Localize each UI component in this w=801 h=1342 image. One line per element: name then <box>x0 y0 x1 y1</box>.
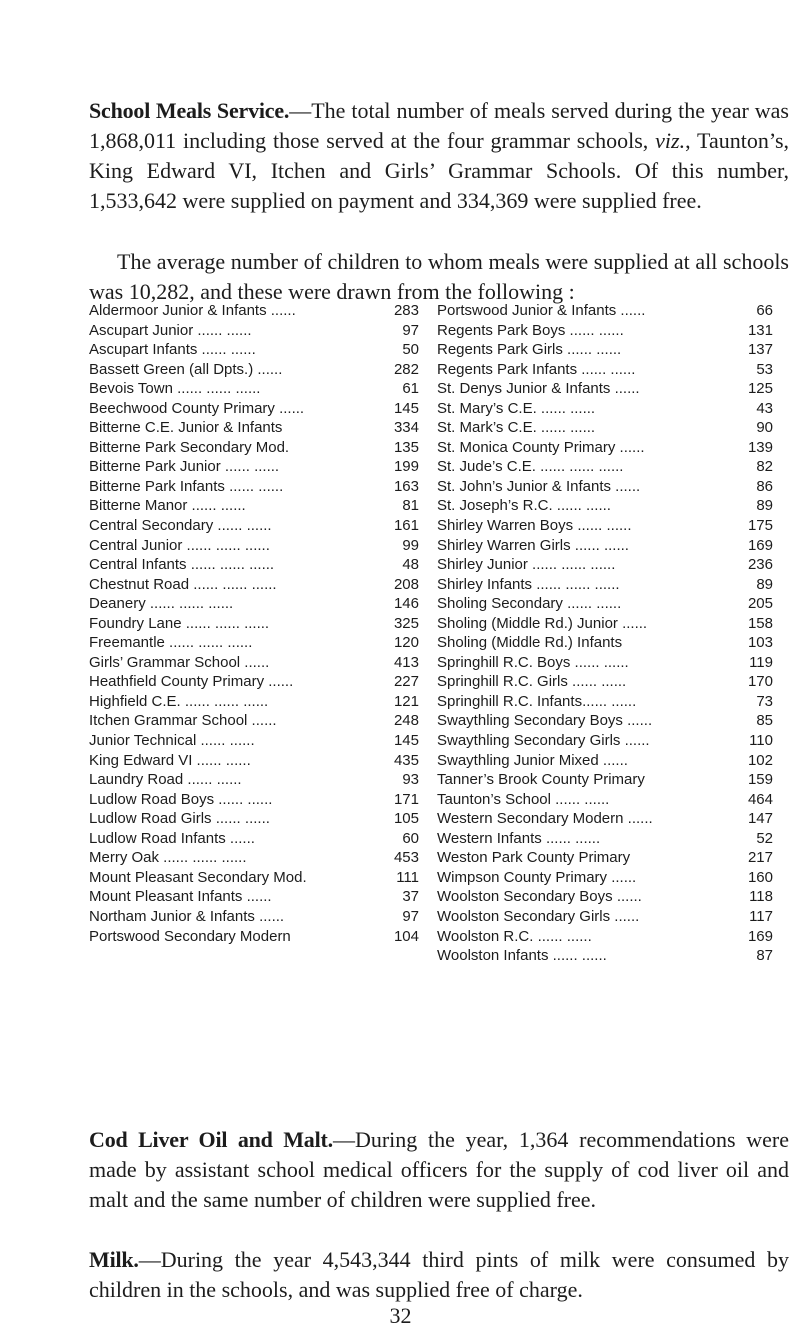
school-name: Laundry Road ...... ...... <box>89 771 242 789</box>
school-row <box>437 594 773 614</box>
school-row <box>437 633 773 653</box>
school-meal-count: 89 <box>756 575 773 593</box>
school-name: Regents Park Infants ...... ...... <box>437 360 636 378</box>
school-row <box>437 301 773 321</box>
school-name: Woolston Secondary Girls ...... <box>437 907 640 925</box>
school-name: Ludlow Road Infants ...... <box>89 829 255 847</box>
school-row <box>89 672 419 692</box>
school-row <box>89 340 419 360</box>
school-name: Ludlow Road Boys ...... ...... <box>89 790 273 808</box>
school-meal-count: 93 <box>402 771 419 789</box>
school-name: Central Secondary ...... ...... <box>89 517 272 535</box>
school-name: Sholing (Middle Rd.) Junior ...... <box>437 614 648 632</box>
school-row <box>437 927 773 947</box>
school-meal-count: 208 <box>393 575 419 593</box>
school-meal-count: 120 <box>393 634 419 652</box>
school-meal-count: 121 <box>393 692 419 710</box>
school-row <box>437 751 773 771</box>
school-meal-count: 137 <box>747 341 773 359</box>
school-row <box>437 887 773 907</box>
school-row <box>89 438 419 458</box>
school-row <box>437 809 773 829</box>
school-row <box>89 399 419 419</box>
school-row <box>89 809 419 829</box>
school-row <box>89 848 419 868</box>
school-row <box>437 555 773 575</box>
school-name: Heathfield County Primary ...... <box>89 673 294 691</box>
school-row <box>89 457 419 477</box>
school-row <box>437 614 773 634</box>
school-meals-paragraph <box>89 96 789 216</box>
school-name: Central Junior ...... ...... ...... <box>89 536 270 554</box>
school-name: Merry Oak ...... ...... ...... <box>89 849 247 867</box>
school-row <box>89 321 419 341</box>
school-name: Bevois Town ...... ...... ...... <box>89 380 261 398</box>
school-name: Swaythling Secondary Girls ...... <box>437 732 650 750</box>
school-meal-count: 205 <box>747 595 773 613</box>
school-meals-text-b: , Taunton’s, King Edward VI, Itchen and Girls’ Grammar Schools. Of this number, 1,533,642 were supplied on payment and 334,369 were supplied free. <box>89 128 790 213</box>
school-name: Woolston Secondary Boys ...... <box>437 888 642 906</box>
school-row <box>437 907 773 927</box>
school-row <box>89 711 419 731</box>
school-row <box>89 907 419 927</box>
school-meal-count: 105 <box>393 810 419 828</box>
school-meal-count: 102 <box>747 751 773 769</box>
school-row <box>89 751 419 771</box>
school-meal-count: 86 <box>756 477 773 495</box>
school-name: Regents Park Boys ...... ...... <box>437 321 624 339</box>
school-meal-count: 87 <box>756 947 773 965</box>
school-name: Shirley Warren Boys ...... ...... <box>437 517 632 535</box>
school-row <box>89 770 419 790</box>
school-meal-count: 61 <box>402 380 419 398</box>
school-row <box>89 790 419 810</box>
school-meal-count: 118 <box>749 888 773 906</box>
school-meals-heading: School Meals Service. <box>89 98 290 123</box>
school-name: King Edward VI ...... ...... <box>89 751 251 769</box>
school-row <box>89 692 419 712</box>
school-name: Girls’ Grammar School ...... <box>89 653 270 671</box>
school-name: Swaythling Secondary Boys ...... <box>437 712 653 730</box>
school-name: Mount Pleasant Infants ...... <box>89 888 272 906</box>
school-row <box>437 477 773 497</box>
school-name: Tanner’s Brook County Primary <box>437 771 645 789</box>
school-meal-count: 90 <box>756 419 773 437</box>
school-row <box>89 379 419 399</box>
school-meal-count: 160 <box>747 868 773 886</box>
school-name: Springhill R.C. Infants...... ...... <box>437 692 637 710</box>
school-row <box>89 496 419 516</box>
school-meal-count: 175 <box>747 517 773 535</box>
school-row <box>437 321 773 341</box>
school-name: Wimpson County Primary ...... <box>437 868 637 886</box>
school-meal-count: 283 <box>393 302 419 319</box>
school-meal-count: 236 <box>747 556 773 574</box>
school-name: Shirley Infants ...... ...... ...... <box>437 575 620 593</box>
school-row <box>437 848 773 868</box>
school-name: Bitterne Park Junior ...... ...... <box>89 458 280 476</box>
school-meal-count: 104 <box>393 927 419 945</box>
school-meal-count: 159 <box>747 771 773 789</box>
average-children-paragraph: The average number of children to whom meals were supplied at all schools was 10,282, and these were drawn from the following : <box>89 249 789 304</box>
school-name: Beechwood County Primary ...... <box>89 399 305 417</box>
school-meal-count: 82 <box>756 458 773 476</box>
school-name: Sholing (Middle Rd.) Infants <box>437 634 623 652</box>
school-meal-count: 158 <box>747 614 773 632</box>
school-meal-count: 131 <box>747 321 773 339</box>
school-row <box>437 711 773 731</box>
school-row <box>437 946 773 966</box>
school-meal-count: 117 <box>749 907 773 925</box>
school-row <box>89 516 419 536</box>
school-meal-count: 170 <box>747 673 773 691</box>
school-meal-count: 111 <box>396 868 419 886</box>
school-row <box>437 399 773 419</box>
school-meal-count: 171 <box>393 790 419 808</box>
school-meal-count: 464 <box>747 790 773 808</box>
school-name: Deanery ...... ...... ...... <box>89 595 234 613</box>
school-row <box>437 457 773 477</box>
school-meal-count: 227 <box>393 673 419 691</box>
school-name: Weston Park County Primary <box>437 849 631 867</box>
school-row <box>437 692 773 712</box>
school-meal-count: 125 <box>747 380 773 398</box>
school-name: Ascupart Junior ...... ...... <box>89 321 252 339</box>
school-row <box>437 575 773 595</box>
school-name: Springhill R.C. Boys ...... ...... <box>437 653 629 671</box>
school-row <box>89 927 419 947</box>
schools-list-left <box>89 301 419 946</box>
school-meal-count: 139 <box>747 438 773 456</box>
school-meal-count: 163 <box>393 477 419 495</box>
school-row <box>89 555 419 575</box>
school-row <box>437 360 773 380</box>
school-name: St. Joseph’s R.C. ...... ...... <box>437 497 611 515</box>
school-row <box>437 868 773 888</box>
school-meal-count: 435 <box>393 751 419 769</box>
school-meal-count: 169 <box>747 927 773 945</box>
school-meal-count: 217 <box>747 849 773 867</box>
page-number: 32 <box>389 1303 412 1328</box>
school-name: Regents Park Girls ...... ...... <box>437 341 622 359</box>
school-meal-count: 50 <box>402 341 419 359</box>
school-meal-count: 81 <box>402 497 419 515</box>
school-meal-count: 43 <box>756 399 773 417</box>
school-meal-count: 48 <box>402 556 419 574</box>
school-name: Swaythling Junior Mixed ...... <box>437 751 628 769</box>
school-name: Ascupart Infants ...... ...... <box>89 341 256 359</box>
school-meal-count: 85 <box>756 712 773 730</box>
school-meal-count: 119 <box>749 653 773 671</box>
school-row <box>437 536 773 556</box>
school-name: Sholing Secondary ...... ...... <box>437 595 622 613</box>
cod-liver-oil-heading: Cod Liver Oil and Malt. <box>89 1127 333 1152</box>
school-meal-count: 97 <box>402 907 419 925</box>
school-row <box>437 672 773 692</box>
school-row <box>89 829 419 849</box>
school-row <box>89 868 419 888</box>
school-name: Western Secondary Modern ...... <box>437 810 653 828</box>
school-meal-count: 282 <box>393 360 419 378</box>
school-row <box>89 887 419 907</box>
school-row <box>437 731 773 751</box>
cod-liver-oil-paragraph <box>89 1125 789 1215</box>
school-name: Mount Pleasant Secondary Mod. <box>89 868 307 886</box>
school-row <box>89 360 419 380</box>
school-meal-count: 147 <box>747 810 773 828</box>
school-row <box>437 790 773 810</box>
school-meal-count: 73 <box>756 692 773 710</box>
school-name: Springhill R.C. Girls ...... ...... <box>437 673 627 691</box>
milk-paragraph <box>89 1245 789 1305</box>
school-name: Woolston R.C. ...... ...... <box>437 927 592 945</box>
school-name: St. Mary’s C.E. ...... ...... <box>437 399 596 417</box>
school-name: Foundry Lane ...... ...... ...... <box>89 614 270 632</box>
school-row <box>89 633 419 653</box>
school-row <box>437 496 773 516</box>
school-row <box>437 770 773 790</box>
school-name: Shirley Junior ...... ...... ...... <box>437 556 616 574</box>
school-meal-count: 453 <box>393 849 419 867</box>
school-name: Bitterne Park Infants ...... ...... <box>89 477 284 495</box>
school-meals-text-a: —The total number of meals served during the year was 1,868,011 including those served at the four grammar schools, <box>89 98 789 153</box>
school-row <box>437 379 773 399</box>
school-name: Itchen Grammar School ...... <box>89 712 277 730</box>
school-name: Freemantle ...... ...... ...... <box>89 634 253 652</box>
school-row <box>89 614 419 634</box>
school-name: Shirley Warren Girls ...... ...... <box>437 536 629 554</box>
school-name: St. Denys Junior & Infants ...... <box>437 380 640 398</box>
school-meal-count: 97 <box>402 321 419 339</box>
school-row <box>89 418 419 438</box>
school-meal-count: 110 <box>749 732 773 750</box>
school-meal-count: 413 <box>393 653 419 671</box>
school-row <box>89 536 419 556</box>
school-name: Aldermoor Junior & Infants ...... <box>89 302 296 319</box>
school-row <box>437 418 773 438</box>
school-meal-count: 169 <box>747 536 773 554</box>
school-row <box>89 301 419 321</box>
school-name: Taunton’s School ...... ...... <box>437 790 610 808</box>
school-meal-count: 99 <box>402 536 419 554</box>
school-name: Bitterne C.E. Junior & Infants <box>89 419 283 437</box>
school-name: Western Infants ...... ...... <box>437 829 601 847</box>
school-meal-count: 334 <box>393 419 419 437</box>
school-row <box>437 438 773 458</box>
school-meal-count: 248 <box>393 712 419 730</box>
school-meal-count: 325 <box>393 614 419 632</box>
school-meal-count: 53 <box>756 360 773 378</box>
viz-abbreviation: viz. <box>655 128 686 153</box>
school-row <box>437 829 773 849</box>
school-name: St. Mark’s C.E. ...... ...... <box>437 419 596 437</box>
school-meal-count: 89 <box>756 497 773 515</box>
school-name: Bassett Green (all Dpts.) ...... <box>89 360 283 378</box>
school-name: St. Monica County Primary ...... <box>437 438 645 456</box>
school-meal-count: 145 <box>393 399 419 417</box>
school-meal-count: 146 <box>393 595 419 613</box>
school-name: Bitterne Park Secondary Mod. <box>89 438 290 456</box>
school-name: Junior Technical ...... ...... <box>89 732 255 750</box>
school-name: Highfield C.E. ...... ...... ...... <box>89 692 269 710</box>
school-name: Portswood Secondary Modern <box>89 927 291 945</box>
school-meal-count: 66 <box>756 302 773 319</box>
school-meal-count: 135 <box>393 438 419 456</box>
school-name: Northam Junior & Infants ...... <box>89 907 285 925</box>
school-meal-count: 52 <box>756 829 773 847</box>
school-row <box>89 575 419 595</box>
schools-list-right <box>437 301 773 966</box>
school-meal-count: 199 <box>393 458 419 476</box>
milk-heading: Milk. <box>89 1247 139 1272</box>
school-name: Woolston Infants ...... ...... <box>437 947 607 965</box>
school-row <box>89 477 419 497</box>
milk-text: —During the year 4,543,344 third pints of milk were consumed by children in the schools, and was supplied free of charge. <box>89 1247 789 1302</box>
school-name: Central Infants ...... ...... ...... <box>89 556 275 574</box>
school-name: Portswood Junior & Infants ...... <box>437 302 646 319</box>
school-name: Ludlow Road Girls ...... ...... <box>89 810 270 828</box>
school-name: St. Jude’s C.E. ...... ...... ...... <box>437 458 624 476</box>
school-meal-count: 103 <box>747 634 773 652</box>
school-row <box>89 594 419 614</box>
school-row <box>437 653 773 673</box>
school-meal-count: 37 <box>402 888 419 906</box>
school-name: St. John’s Junior & Infants ...... <box>437 477 641 495</box>
school-row <box>437 516 773 536</box>
cod-liver-oil-text: —During the year, 1,364 recommendations were made by assistant school medical officers for the supply of cod liver oil and malt and the same number of children were supplied free. <box>89 1127 790 1212</box>
school-row <box>437 340 773 360</box>
school-row <box>89 653 419 673</box>
school-name: Bitterne Manor ...... ...... <box>89 497 246 515</box>
school-name: Chestnut Road ...... ...... ...... <box>89 575 277 593</box>
school-meal-count: 60 <box>402 829 419 847</box>
school-meal-count: 145 <box>393 732 419 750</box>
school-row <box>89 731 419 751</box>
school-meal-count: 161 <box>393 517 419 535</box>
